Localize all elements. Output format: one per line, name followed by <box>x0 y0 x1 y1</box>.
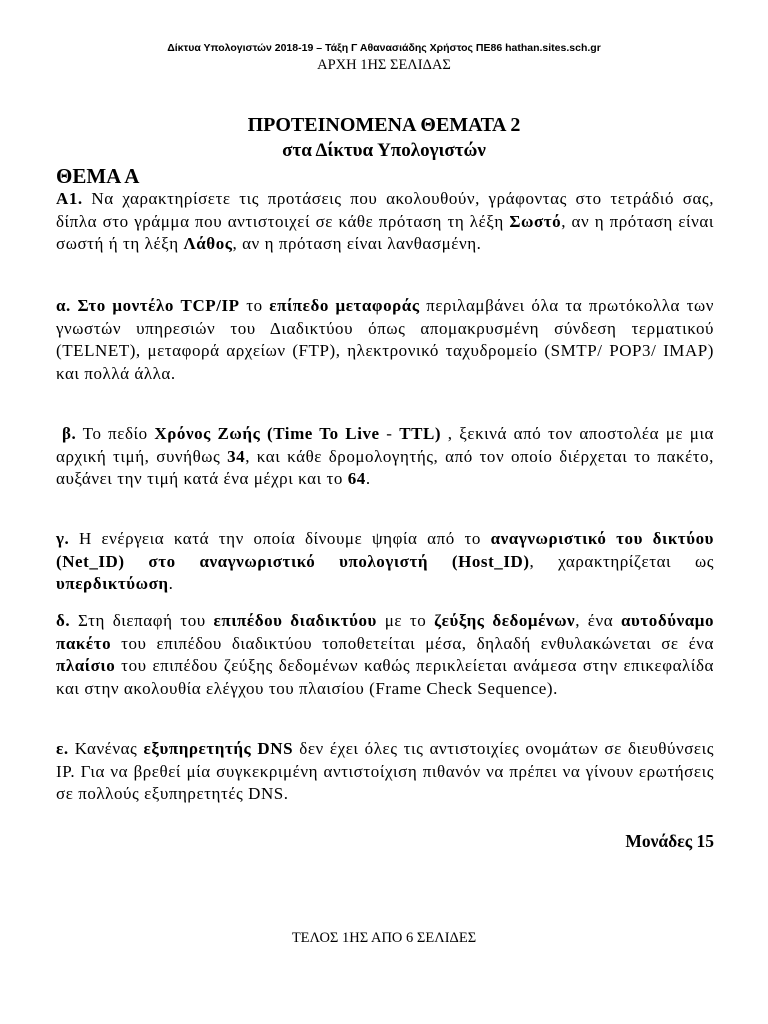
question-a1-instructions: Α1. Να χαρακτηρίσετε τις προτάσεις που ακολουθούν, γράφοντας στο τετράδιό σας, δίπλα στο γράμμα που αντιστοιχεί σε κάθε πρόταση τη λέξη Σωστό, αν η πρόταση είναι σωστή ή τη λέξη Λάθος, αν η πρόταση είναι λανθασμένη. <box>56 189 714 254</box>
statement-beta: β. Το πεδίο Χρόνος Ζωής (Time To Live - TTL) , ξεκινά από τον αποστολέα με μια αρχική τιμή, συνήθως 34, και κάθε δρομολογητής, από τον οποίο διέρχεται το πακέτο, αυξάνει την τιμή κατά ένα μέχρι και το 64. <box>56 424 715 489</box>
statement-alpha: α. Στο μοντέλο TCP/IP το επίπεδο μεταφοράς περιλαμβάνει όλα τα πρωτόκολλα των γνωστών υπηρεσιών του Διαδικτύου όπως απομακρυσμένη σύνδεση τερματικού (TELNET), μεταφορά αρχείων (FTP), ηλεκτρονικό ταχυδρομείο (SMTP/ POP3/ IMAP) και πολλά άλλα. <box>56 296 714 383</box>
statement-gamma: γ. Η ενέργεια κατά την οποία δίνουμε ψηφία από το αναγνωριστικό του δικτύου (Net_ID) στο αναγνωριστικό υπολογιστή (Host_ID), χαρακτηρίζεται ως υπερδικτύωση. <box>56 529 714 594</box>
section-heading: ΘΕΜΑ Α <box>56 164 140 188</box>
marks-total: Μονάδες 15 <box>625 831 714 851</box>
page-footer: ΤΕΛΟΣ 1ΗΣ ΑΠΟ 6 ΣΕΛΙΔΕΣ <box>291 930 477 946</box>
question-a1-label: Α1. <box>56 189 83 208</box>
statement-delta: δ. Στη διεπαφή του επιπέδου διαδικτύου με το ζεύξης δεδομένων, ένα αυτοδύναμο πακέτο του επιπέδου διαδικτύου τοποθετείται μέσα, δηλαδή ενθυλακώνεται σε ένα πλαίσιο του επιπέδου ζεύξης δεδομένων καθώς περικλείεται ανάμεσα στην επικεφαλίδα και στην ακολουθία ελέγχου του πλαισίου (Frame Check Sequence). <box>56 611 714 698</box>
document-subtitle: στα Δίκτυα Υπολογιστών <box>282 140 486 161</box>
document-title: ΠΡΟΤΕΙΝΟΜΕΝΑ ΘΕΜΑΤΑ 2 <box>247 114 521 136</box>
page-start-marker: ΑΡΧΗ 1ΗΣ ΣΕΛΙΔΑΣ <box>317 57 451 73</box>
running-header: Δίκτυα Υπολογιστών 2018-19 – Τάξη Γ Αθανασιάδης Χρήστος ΠΕ86 hathan.sites.sch.gr <box>167 42 601 54</box>
statement-epsilon: ε. Κανένας εξυπηρετητής DNS δεν έχει όλες τις αντιστοιχίες ονομάτων σε διευθύνσεις IP. Για να βρεθεί μία συγκεκριμένη αντιστοίχιση πιθανόν να πρέπει να γίνουν ερωτήσεις σε πολλούς εξυπηρετητές DNS. <box>56 739 715 804</box>
